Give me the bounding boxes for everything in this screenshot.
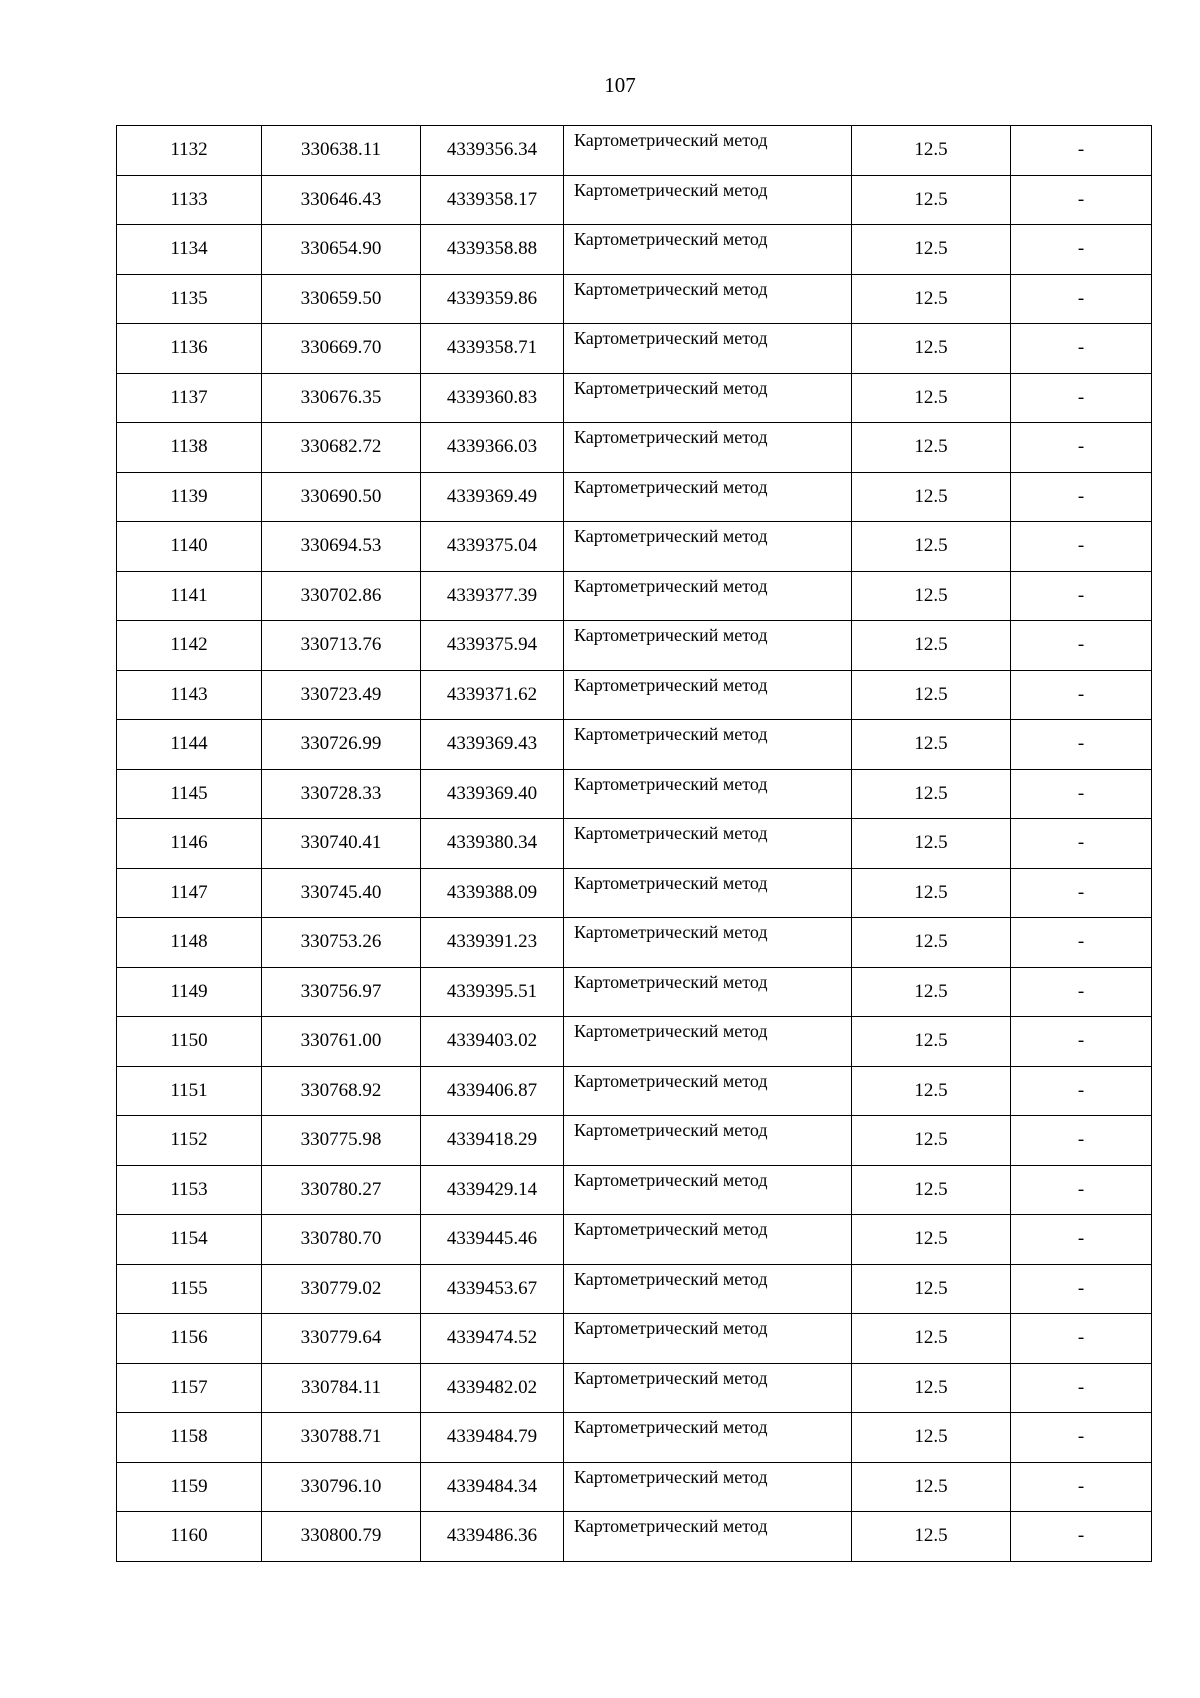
table-row [117, 274, 1152, 324]
page-number: 107 [604, 73, 636, 97]
x-coordinate-cell: 330669.70 [262, 324, 421, 374]
note-cell: - [1011, 1363, 1152, 1413]
note-cell: - [1011, 1165, 1152, 1215]
x-coordinate-cell: 330745.40 [262, 868, 421, 918]
method-cell: Картометрический метод [564, 423, 852, 473]
note-cell: - [1011, 868, 1152, 918]
table-row [117, 1165, 1152, 1215]
y-coordinate-cell: 4339358.71 [421, 324, 564, 374]
accuracy-cell: 12.5 [852, 1413, 1011, 1463]
point-number-cell: 1137 [117, 373, 262, 423]
note-cell: - [1011, 225, 1152, 275]
coordinates-table-body [117, 126, 1152, 1562]
method-cell: Картометрический метод [564, 1116, 852, 1166]
table-row [117, 967, 1152, 1017]
accuracy-cell: 12.5 [852, 819, 1011, 869]
point-number-cell: 1140 [117, 522, 262, 572]
y-coordinate-cell: 4339391.23 [421, 918, 564, 968]
y-coordinate-cell: 4339484.79 [421, 1413, 564, 1463]
accuracy-cell: 12.5 [852, 324, 1011, 374]
x-coordinate-cell: 330690.50 [262, 472, 421, 522]
accuracy-cell: 12.5 [852, 571, 1011, 621]
accuracy-cell: 12.5 [852, 769, 1011, 819]
accuracy-cell: 12.5 [852, 522, 1011, 572]
method-cell: Картометрический метод [564, 1413, 852, 1463]
x-coordinate-cell: 330800.79 [262, 1512, 421, 1562]
table-row [117, 1017, 1152, 1067]
y-coordinate-cell: 4339358.88 [421, 225, 564, 275]
y-coordinate-cell: 4339360.83 [421, 373, 564, 423]
note-cell: - [1011, 1512, 1152, 1562]
table-row [117, 472, 1152, 522]
table-row [117, 769, 1152, 819]
coordinates-table [116, 125, 1152, 1562]
accuracy-cell: 12.5 [852, 1512, 1011, 1562]
point-number-cell: 1132 [117, 126, 262, 176]
table-row [117, 621, 1152, 671]
y-coordinate-cell: 4339429.14 [421, 1165, 564, 1215]
x-coordinate-cell: 330761.00 [262, 1017, 421, 1067]
note-cell: - [1011, 571, 1152, 621]
point-number-cell: 1148 [117, 918, 262, 968]
table-row [117, 522, 1152, 572]
table-row [117, 1264, 1152, 1314]
accuracy-cell: 12.5 [852, 621, 1011, 671]
table-row [117, 868, 1152, 918]
method-cell: Картометрический метод [564, 868, 852, 918]
point-number-cell: 1153 [117, 1165, 262, 1215]
x-coordinate-cell: 330775.98 [262, 1116, 421, 1166]
point-number-cell: 1159 [117, 1462, 262, 1512]
y-coordinate-cell: 4339369.40 [421, 769, 564, 819]
x-coordinate-cell: 330726.99 [262, 720, 421, 770]
note-cell: - [1011, 126, 1152, 176]
table-row [117, 1462, 1152, 1512]
table-row [117, 324, 1152, 374]
method-cell: Картометрический метод [564, 1017, 852, 1067]
y-coordinate-cell: 4339445.46 [421, 1215, 564, 1265]
x-coordinate-cell: 330694.53 [262, 522, 421, 572]
x-coordinate-cell: 330682.72 [262, 423, 421, 473]
table-row [117, 126, 1152, 176]
method-cell: Картометрический метод [564, 918, 852, 968]
point-number-cell: 1143 [117, 670, 262, 720]
accuracy-cell: 12.5 [852, 274, 1011, 324]
accuracy-cell: 12.5 [852, 868, 1011, 918]
method-cell: Картометрический метод [564, 225, 852, 275]
x-coordinate-cell: 330788.71 [262, 1413, 421, 1463]
accuracy-cell: 12.5 [852, 423, 1011, 473]
note-cell: - [1011, 967, 1152, 1017]
point-number-cell: 1136 [117, 324, 262, 374]
method-cell: Картометрический метод [564, 1462, 852, 1512]
method-cell: Картометрический метод [564, 1363, 852, 1413]
point-number-cell: 1156 [117, 1314, 262, 1364]
method-cell: Картометрический метод [564, 175, 852, 225]
method-cell: Картометрический метод [564, 1066, 852, 1116]
accuracy-cell: 12.5 [852, 373, 1011, 423]
method-cell: Картометрический метод [564, 621, 852, 671]
note-cell: - [1011, 472, 1152, 522]
table-row [117, 1314, 1152, 1364]
x-coordinate-cell: 330784.11 [262, 1363, 421, 1413]
y-coordinate-cell: 4339371.62 [421, 670, 564, 720]
note-cell: - [1011, 1314, 1152, 1364]
table-row [117, 175, 1152, 225]
method-cell: Картометрический метод [564, 472, 852, 522]
note-cell: - [1011, 1462, 1152, 1512]
y-coordinate-cell: 4339486.36 [421, 1512, 564, 1562]
point-number-cell: 1141 [117, 571, 262, 621]
y-coordinate-cell: 4339484.34 [421, 1462, 564, 1512]
point-number-cell: 1144 [117, 720, 262, 770]
y-coordinate-cell: 4339375.94 [421, 621, 564, 671]
x-coordinate-cell: 330740.41 [262, 819, 421, 869]
note-cell: - [1011, 1413, 1152, 1463]
point-number-cell: 1147 [117, 868, 262, 918]
table-row [117, 1413, 1152, 1463]
method-cell: Картометрический метод [564, 1264, 852, 1314]
accuracy-cell: 12.5 [852, 1215, 1011, 1265]
point-number-cell: 1133 [117, 175, 262, 225]
x-coordinate-cell: 330779.64 [262, 1314, 421, 1364]
y-coordinate-cell: 4339474.52 [421, 1314, 564, 1364]
x-coordinate-cell: 330638.11 [262, 126, 421, 176]
y-coordinate-cell: 4339406.87 [421, 1066, 564, 1116]
accuracy-cell: 12.5 [852, 126, 1011, 176]
table-row [117, 819, 1152, 869]
x-coordinate-cell: 330768.92 [262, 1066, 421, 1116]
y-coordinate-cell: 4339356.34 [421, 126, 564, 176]
x-coordinate-cell: 330728.33 [262, 769, 421, 819]
method-cell: Картометрический метод [564, 324, 852, 374]
table-row [117, 670, 1152, 720]
point-number-cell: 1139 [117, 472, 262, 522]
method-cell: Картометрический метод [564, 967, 852, 1017]
accuracy-cell: 12.5 [852, 1165, 1011, 1215]
accuracy-cell: 12.5 [852, 1462, 1011, 1512]
note-cell: - [1011, 670, 1152, 720]
y-coordinate-cell: 4339482.02 [421, 1363, 564, 1413]
method-cell: Картометрический метод [564, 126, 852, 176]
x-coordinate-cell: 330713.76 [262, 621, 421, 671]
note-cell: - [1011, 522, 1152, 572]
accuracy-cell: 12.5 [852, 1066, 1011, 1116]
y-coordinate-cell: 4339359.86 [421, 274, 564, 324]
point-number-cell: 1134 [117, 225, 262, 275]
accuracy-cell: 12.5 [852, 225, 1011, 275]
point-number-cell: 1135 [117, 274, 262, 324]
note-cell: - [1011, 373, 1152, 423]
point-number-cell: 1155 [117, 1264, 262, 1314]
method-cell: Картометрический метод [564, 373, 852, 423]
x-coordinate-cell: 330723.49 [262, 670, 421, 720]
x-coordinate-cell: 330780.70 [262, 1215, 421, 1265]
point-number-cell: 1158 [117, 1413, 262, 1463]
y-coordinate-cell: 4339395.51 [421, 967, 564, 1017]
method-cell: Картометрический метод [564, 1215, 852, 1265]
method-cell: Картометрический метод [564, 769, 852, 819]
table-row [117, 1215, 1152, 1265]
note-cell: - [1011, 720, 1152, 770]
note-cell: - [1011, 769, 1152, 819]
table-row [117, 571, 1152, 621]
point-number-cell: 1145 [117, 769, 262, 819]
method-cell: Картометрический метод [564, 274, 852, 324]
y-coordinate-cell: 4339369.43 [421, 720, 564, 770]
point-number-cell: 1157 [117, 1363, 262, 1413]
x-coordinate-cell: 330654.90 [262, 225, 421, 275]
y-coordinate-cell: 4339453.67 [421, 1264, 564, 1314]
table-row [117, 1512, 1152, 1562]
accuracy-cell: 12.5 [852, 720, 1011, 770]
accuracy-cell: 12.5 [852, 1363, 1011, 1413]
table-row [117, 423, 1152, 473]
x-coordinate-cell: 330780.27 [262, 1165, 421, 1215]
accuracy-cell: 12.5 [852, 1017, 1011, 1067]
method-cell: Картометрический метод [564, 1314, 852, 1364]
x-coordinate-cell: 330779.02 [262, 1264, 421, 1314]
y-coordinate-cell: 4339366.03 [421, 423, 564, 473]
note-cell: - [1011, 1017, 1152, 1067]
accuracy-cell: 12.5 [852, 1314, 1011, 1364]
y-coordinate-cell: 4339377.39 [421, 571, 564, 621]
note-cell: - [1011, 324, 1152, 374]
table-row [117, 1066, 1152, 1116]
table-row [117, 373, 1152, 423]
x-coordinate-cell: 330753.26 [262, 918, 421, 968]
x-coordinate-cell: 330659.50 [262, 274, 421, 324]
point-number-cell: 1138 [117, 423, 262, 473]
accuracy-cell: 12.5 [852, 1264, 1011, 1314]
x-coordinate-cell: 330702.86 [262, 571, 421, 621]
y-coordinate-cell: 4339369.49 [421, 472, 564, 522]
note-cell: - [1011, 175, 1152, 225]
x-coordinate-cell: 330796.10 [262, 1462, 421, 1512]
note-cell: - [1011, 1116, 1152, 1166]
method-cell: Картометрический метод [564, 1165, 852, 1215]
note-cell: - [1011, 1066, 1152, 1116]
point-number-cell: 1142 [117, 621, 262, 671]
accuracy-cell: 12.5 [852, 967, 1011, 1017]
accuracy-cell: 12.5 [852, 918, 1011, 968]
note-cell: - [1011, 1264, 1152, 1314]
point-number-cell: 1152 [117, 1116, 262, 1166]
table-row [117, 225, 1152, 275]
note-cell: - [1011, 621, 1152, 671]
method-cell: Картометрический метод [564, 819, 852, 869]
table-row [117, 1363, 1152, 1413]
x-coordinate-cell: 330756.97 [262, 967, 421, 1017]
note-cell: - [1011, 819, 1152, 869]
accuracy-cell: 12.5 [852, 175, 1011, 225]
y-coordinate-cell: 4339380.34 [421, 819, 564, 869]
y-coordinate-cell: 4339358.17 [421, 175, 564, 225]
note-cell: - [1011, 274, 1152, 324]
note-cell: - [1011, 918, 1152, 968]
method-cell: Картометрический метод [564, 1512, 852, 1562]
method-cell: Картометрический метод [564, 720, 852, 770]
point-number-cell: 1151 [117, 1066, 262, 1116]
accuracy-cell: 12.5 [852, 472, 1011, 522]
point-number-cell: 1160 [117, 1512, 262, 1562]
y-coordinate-cell: 4339375.04 [421, 522, 564, 572]
point-number-cell: 1149 [117, 967, 262, 1017]
accuracy-cell: 12.5 [852, 670, 1011, 720]
note-cell: - [1011, 423, 1152, 473]
table-row [117, 1116, 1152, 1166]
method-cell: Картометрический метод [564, 522, 852, 572]
table-row [117, 918, 1152, 968]
x-coordinate-cell: 330676.35 [262, 373, 421, 423]
note-cell: - [1011, 1215, 1152, 1265]
y-coordinate-cell: 4339418.29 [421, 1116, 564, 1166]
point-number-cell: 1150 [117, 1017, 262, 1067]
method-cell: Картометрический метод [564, 571, 852, 621]
y-coordinate-cell: 4339403.02 [421, 1017, 564, 1067]
accuracy-cell: 12.5 [852, 1116, 1011, 1166]
point-number-cell: 1154 [117, 1215, 262, 1265]
y-coordinate-cell: 4339388.09 [421, 868, 564, 918]
method-cell: Картометрический метод [564, 670, 852, 720]
table-row [117, 720, 1152, 770]
x-coordinate-cell: 330646.43 [262, 175, 421, 225]
point-number-cell: 1146 [117, 819, 262, 869]
